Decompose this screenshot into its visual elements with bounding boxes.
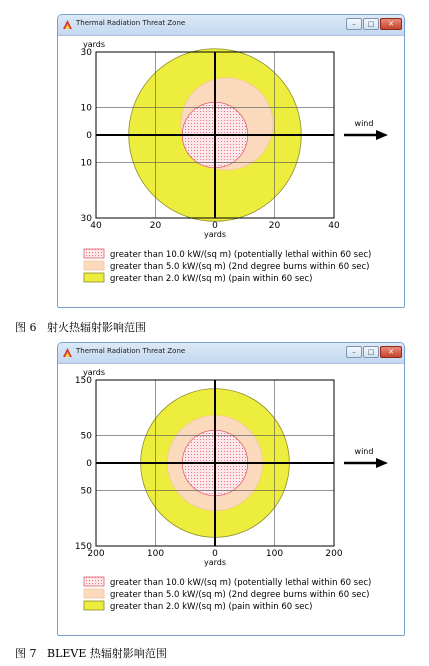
x-axis-label: yards <box>203 558 227 567</box>
x-axis-label: yards <box>203 230 227 239</box>
wind-arrow-icon <box>376 130 388 140</box>
threat-zone-window-fire <box>57 14 405 308</box>
legend-label: greater than 5.0 kW/(sq m) (2nd degree burns within 60 sec) <box>110 262 370 272</box>
window-title: Thermal Radiation Threat Zone <box>76 347 186 355</box>
close-button[interactable]: ✕ <box>380 346 402 358</box>
window-title: Thermal Radiation Threat Zone <box>76 19 186 27</box>
x-tick-label: 40 <box>328 221 340 231</box>
y-axis-label: yards <box>82 40 106 49</box>
minimize-button[interactable]: – <box>346 346 362 358</box>
x-tick-label: 200 <box>87 549 105 559</box>
legend-label: greater than 10.0 kW/(sq m) (potentially lethal within 60 sec) <box>110 578 372 588</box>
legend-swatch <box>84 273 104 282</box>
x-tick-label: 100 <box>265 549 284 559</box>
y-tick-label: 0 <box>86 459 92 469</box>
app-icon <box>62 347 73 358</box>
maximize-button[interactable]: □ <box>363 346 379 358</box>
window-titlebar[interactable] <box>58 15 404 36</box>
wind-arrow-icon <box>376 458 388 468</box>
y-axis-label: yards <box>82 368 106 377</box>
x-tick-label: 20 <box>149 221 162 231</box>
legend-swatch <box>84 589 104 598</box>
y-tick-label: 50 <box>80 486 92 497</box>
legend-swatch <box>84 249 104 258</box>
legend-swatch <box>84 577 104 586</box>
legend-swatch <box>84 601 104 610</box>
minimize-button[interactable]: – <box>346 18 362 30</box>
maximize-button[interactable]: □ <box>363 18 379 30</box>
x-tick-label: 200 <box>325 549 343 559</box>
x-tick-label: 0 <box>212 221 218 231</box>
legend-label: greater than 5.0 kW/(sq m) (2nd degree burns within 60 sec) <box>110 590 370 600</box>
app-icon <box>62 19 73 30</box>
wind-label: wind <box>354 447 374 456</box>
y-tick-label: 10 <box>80 158 92 169</box>
legend-swatch <box>84 261 104 270</box>
y-tick-label: 30 <box>80 214 92 224</box>
y-tick-label: 50 <box>80 431 92 442</box>
y-tick-label: 150 <box>74 376 92 386</box>
legend-label: greater than 10.0 kW/(sq m) (potentially lethal within 60 sec) <box>110 250 372 260</box>
close-button[interactable]: ✕ <box>380 18 402 30</box>
figure-caption-7: 图 7 BLEVE 热辐射影响范围 <box>15 647 167 660</box>
x-tick-label: 40 <box>90 221 102 231</box>
y-tick-label: 150 <box>74 542 92 552</box>
wind-label: wind <box>354 119 374 128</box>
y-tick-label: 0 <box>86 131 92 141</box>
y-tick-label: 10 <box>80 103 92 114</box>
threat-zone-window-bleve <box>57 342 405 636</box>
legend-label: greater than 2.0 kW/(sq m) (pain within 60 sec) <box>110 274 313 284</box>
x-tick-label: 0 <box>212 549 218 559</box>
x-tick-label: 20 <box>268 221 281 231</box>
threat-zone-chart <box>58 35 404 307</box>
legend-label: greater than 2.0 kW/(sq m) (pain within 60 sec) <box>110 602 313 612</box>
window-titlebar[interactable] <box>58 343 404 364</box>
x-tick-label: 100 <box>146 549 165 559</box>
figure-caption-6: 图 6 射火热辐射影响范围 <box>15 321 146 334</box>
threat-zone-chart <box>58 363 404 635</box>
y-tick-label: 30 <box>80 48 92 58</box>
